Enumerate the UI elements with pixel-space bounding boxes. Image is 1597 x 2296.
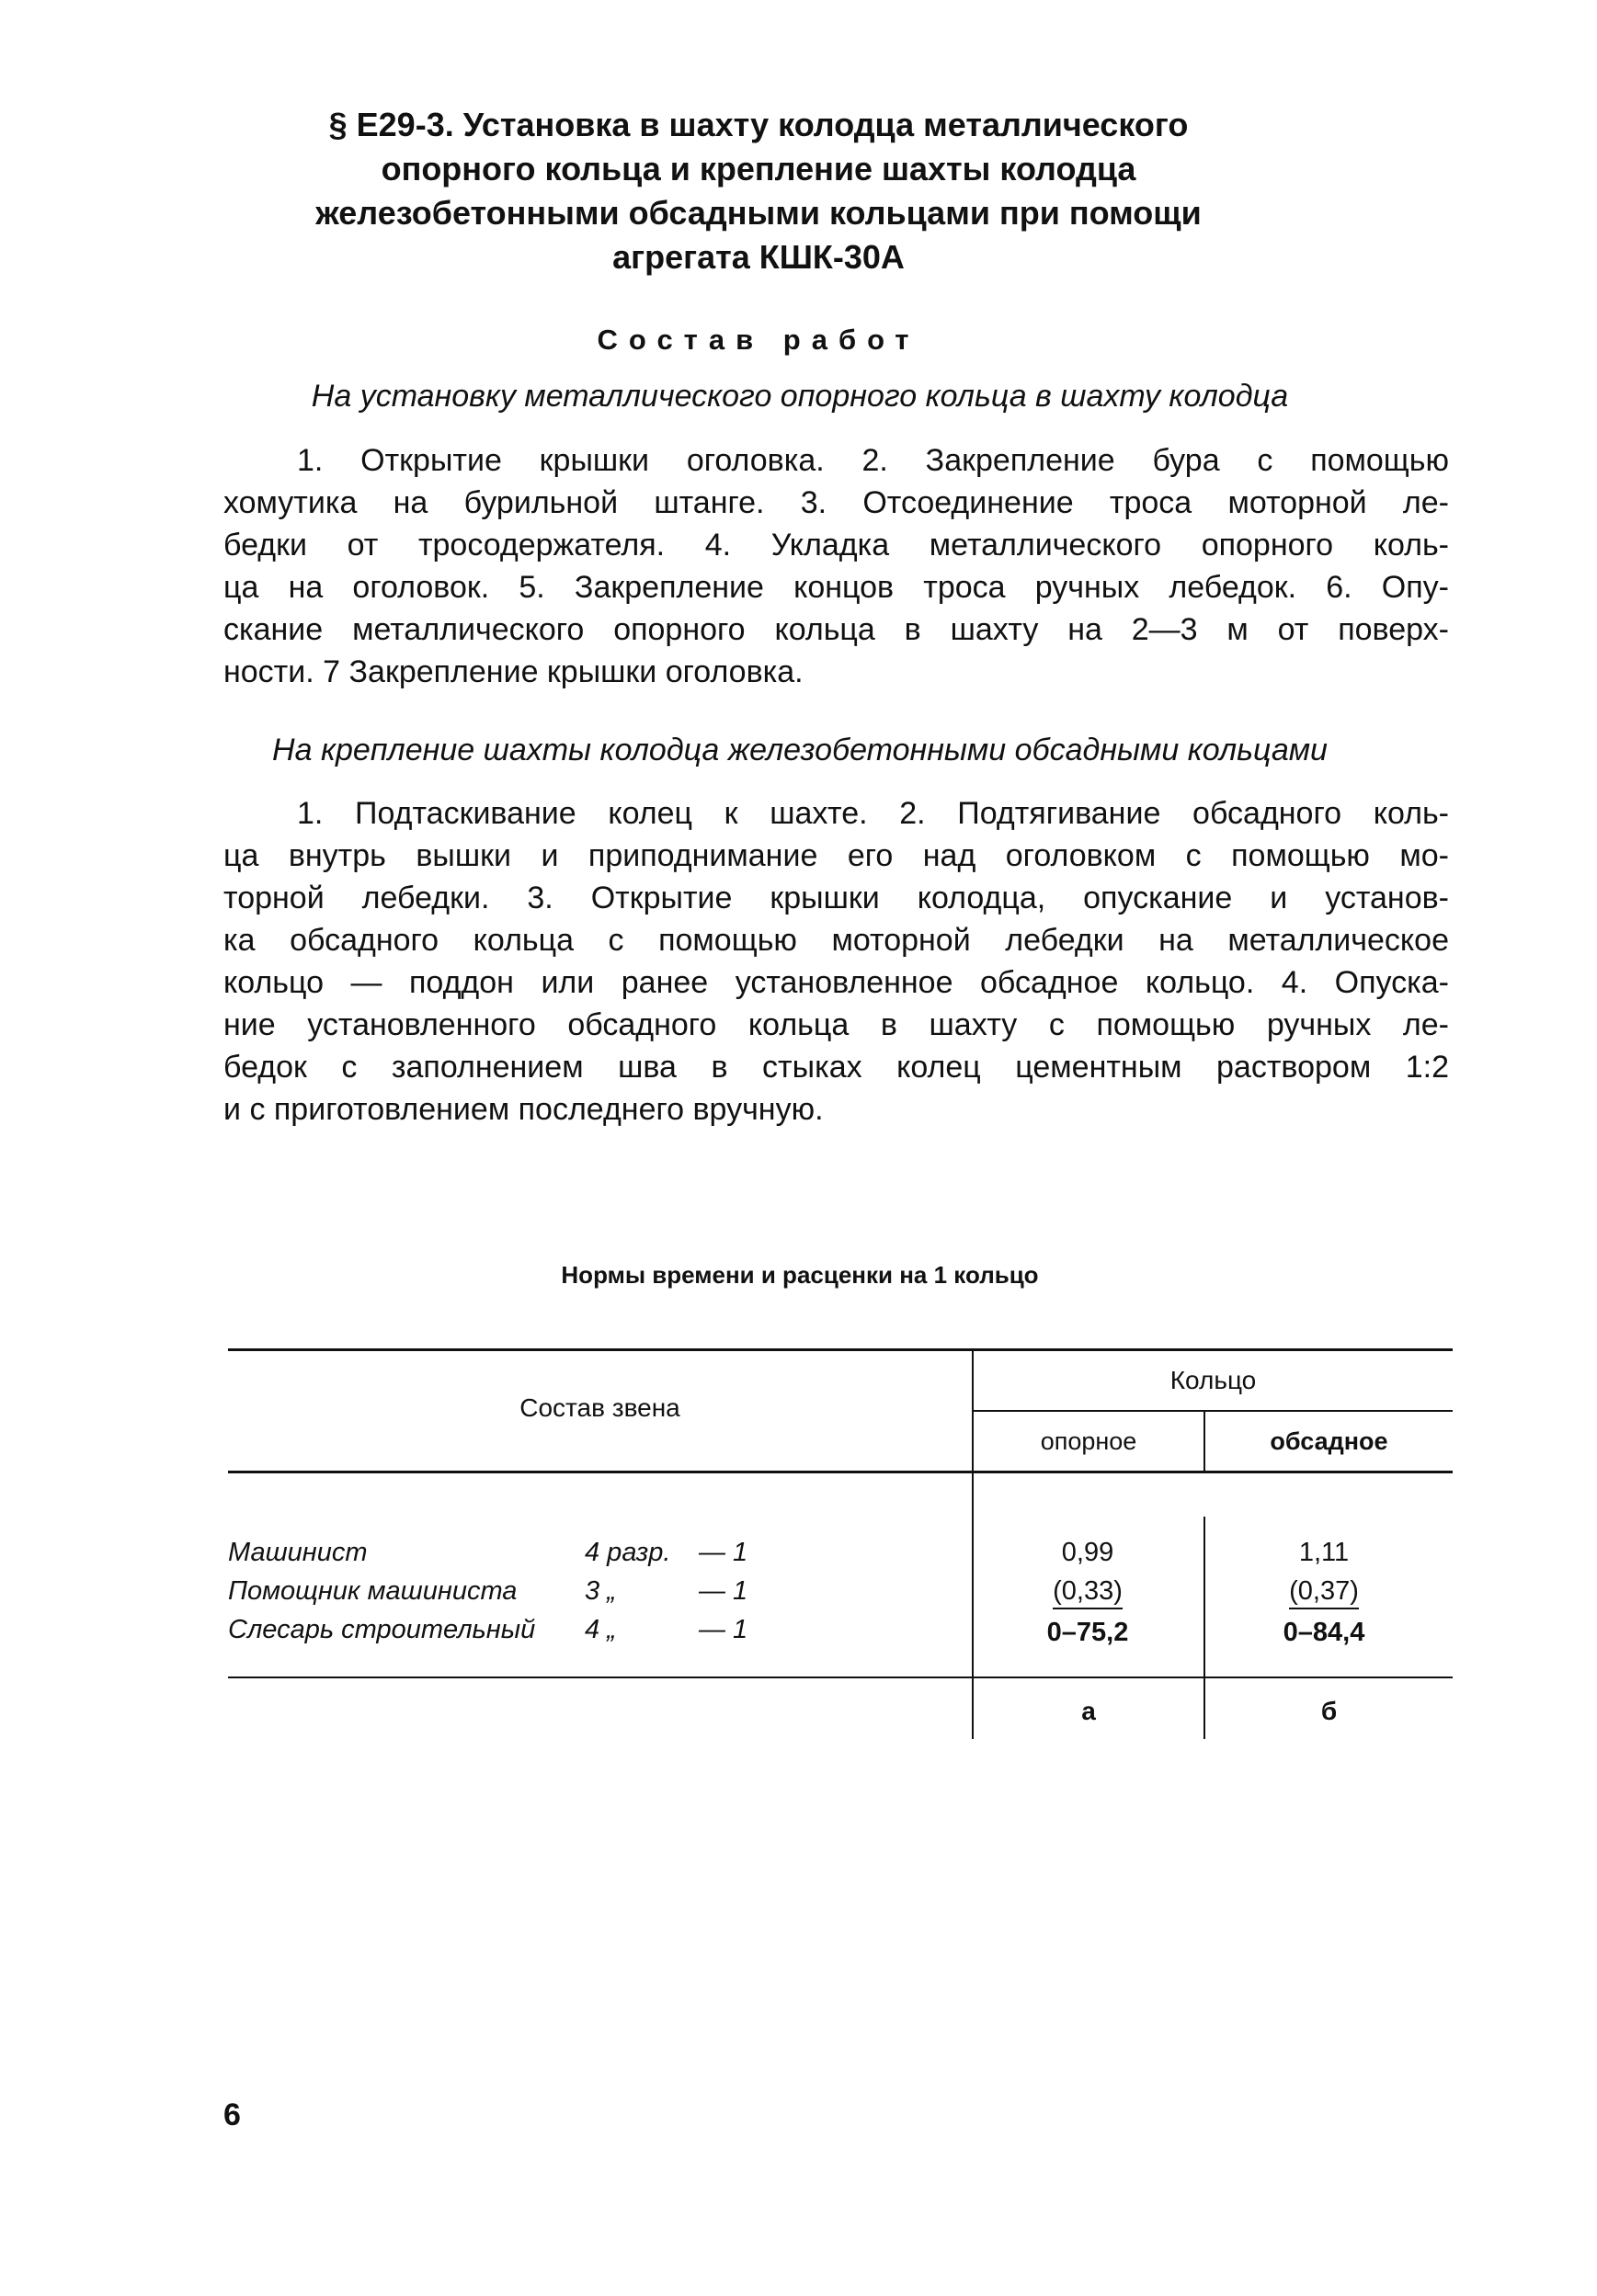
header-crew: Состав звена: [519, 1393, 680, 1422]
column-divider: [972, 1348, 974, 1739]
crew-grade: 4 разр.: [585, 1538, 671, 1567]
crew-count: — 1: [699, 1538, 748, 1567]
paragraph-line: 1. Открытие крышки оголовка. 2. Закрепление бура с помощью: [297, 443, 1449, 478]
paragraph-line: скание металлического опорного кольца в шахту на 2—3 м от поверх-: [223, 612, 1449, 647]
paragraph-line: кольцо — поддон или ранее установленное обсадное кольцо. 4. Опуска-: [223, 965, 1449, 1000]
paragraph-line: торной лебедки. 3. Открытие крышки колодца, опускание и установ-: [223, 881, 1449, 915]
paragraph-line: ние установленного обсадного кольца в шахту с помощью ручных ле-: [223, 1007, 1449, 1042]
part1-heading: На установку металлического опорного кольца в шахту колодца: [311, 379, 1289, 414]
header-mid-rule: [973, 1410, 1453, 1412]
title-line: железобетонными обсадными кольцами при помощи: [315, 194, 1202, 232]
paragraph-line: хомутика на бурильной штанге. 3. Отсоединение троса моторной ле-: [223, 485, 1449, 520]
header-bottom-rule: [228, 1471, 1453, 1473]
part2-paragraph: [223, 792, 1449, 1131]
part2-heading: На крепление шахты колодца железобетонными обсадными кольцами: [272, 733, 1328, 767]
title-line: § Е29-3. Установка в шахту колодца металлического: [328, 106, 1189, 143]
crew-role: Машинист: [228, 1538, 368, 1567]
column-letter-b: б: [1320, 1697, 1338, 1725]
time-norm-a: 0,99: [1061, 1538, 1114, 1567]
table-caption: Нормы времени и расценки на 1 кольцо: [561, 1261, 1039, 1289]
header-ring: Кольцо: [1169, 1366, 1257, 1394]
paragraph-line: ка обсадного кольца с помощью моторной лебедки на металлическое: [223, 923, 1449, 958]
header-col-b: обсадное: [1270, 1427, 1388, 1455]
paragraph-line: ца на оголовок. 5. Закрепление концов троса ручных лебедок. 6. Опу-: [223, 570, 1449, 605]
title-line: опорного кольца и крепление шахты колодца: [381, 150, 1136, 188]
crew-role: Помощник машиниста: [228, 1576, 518, 1606]
column-letter-a: а: [1081, 1697, 1096, 1725]
paragraph-line: бедки от тросодержателя. 4. Укладка металлического опорного коль-: [223, 528, 1449, 563]
machine-time-a-wrap: [996, 1576, 1180, 1607]
work-composition-heading: Состав работ: [597, 324, 920, 356]
paragraph-line: ца внутрь вышки и приподнимание его над оголовком с помощью мо-: [223, 838, 1449, 873]
page-number: 6: [223, 2097, 241, 2132]
machine-time-b-wrap: [1232, 1576, 1416, 1607]
paragraph-line: ности. 7 Закрепление крышки оголовка.: [223, 654, 804, 689]
crew-grade: 3 „: [585, 1576, 616, 1606]
table-bottom-rule: [228, 1677, 1453, 1678]
time-norm-b: 1,11: [1298, 1538, 1350, 1567]
paragraph-line: 1. Подтаскивание колец к шахте. 2. Подтягивание обсадного коль-: [297, 796, 1449, 831]
paragraph-line: и с приготовлением последнего вручную.: [223, 1092, 824, 1127]
crew-count: — 1: [699, 1615, 748, 1644]
part1-paragraph: [223, 439, 1449, 693]
table-top-rule: [228, 1348, 1453, 1351]
price-a: 0–75,2: [1046, 1618, 1129, 1647]
price-b: 0–84,4: [1283, 1618, 1365, 1647]
header-col-a: опорное: [1040, 1427, 1137, 1455]
paragraph-line: бедок с заполнением шва в стыках колец цементным раствором 1:2: [223, 1050, 1449, 1085]
machine-time-a: (0,33): [1053, 1576, 1123, 1609]
machine-time-b: (0,37): [1289, 1576, 1359, 1609]
crew-role: Слесарь строительный: [228, 1615, 536, 1644]
crew-grade: 4 „: [585, 1615, 616, 1644]
section-title: [230, 103, 1287, 279]
crew-count: — 1: [699, 1576, 748, 1606]
title-line: агрегата КШК-30А: [612, 238, 905, 276]
